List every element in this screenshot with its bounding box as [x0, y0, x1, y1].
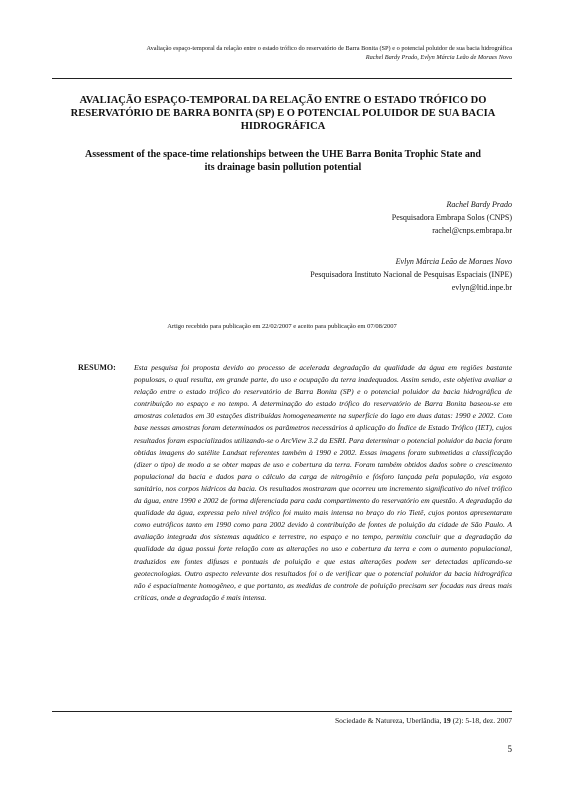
- author-email[interactable]: rachel@cnps.embrapa.br: [432, 226, 512, 235]
- journal-name: Sociedade & Natureza, Uberlândia,: [334, 716, 444, 725]
- article-title-english: Assessment of the space-time relationships between the UHE Barra Bonita Trophic State and its drainage basin pollution potential: [85, 149, 481, 173]
- received-note: Artigo recebido para publicação em 22/02/2007 e aceito para publicação em 07/08/2007: [167, 323, 397, 330]
- author-affiliation: Pesquisadora Instituto Nacional de Pesquisas Espaciais (INPE): [310, 270, 512, 279]
- running-head-authors: Rachel Bardy Prado, Evlyn Márcia Leão de Moraes Novo: [365, 54, 512, 61]
- running-head-title: Avaliação espaço-temporal da relação entre o estado trófico do reservatório de Barra Bonita (SP) e o potencial poluidor de sua bacia hidrográfica: [146, 45, 512, 52]
- journal-volume: 19: [443, 716, 451, 725]
- page-number: 5: [507, 744, 512, 754]
- abstract-text: Esta pesquisa foi proposta devido ao processo de acelerada degradação da qualidade da água em regiões bastante populosas, o qual resulta, em grande parte, do uso e ocupação da terra inadequados. Assim sendo, este objetiva avaliar a relação entre o estado trófico do reservatório de Barra Bonita (SP) e o potencial poluidor da bacia hidrográfica de contribuição no espaço e no tempo. A determinação do estado trófico do reservatório de Barra Bonita baseou-se em amostras coletados em 30 estações distribuídas homogeneamente na superfície do lago em duas datas: 1990 e 2002. Com base nessas amostras foram determinados os parâmetros necessários à aplicação do Índice de Estado Trófico (IET), cujos resultados foram espacializados utilizando-se o ArcView 3.2 da ESRI. Para determinar o potencial poluidor da bacia foram obtidas imagens do satélite Landsat referentes também à 1990 e 2002. Essas imagens foram submetidas a classificação (dizer o tipo) de modo a se obter mapas de uso e cobertura da terra. Foram também obtidos dados sobre o crescimento populacional da bacia e dados para o cálculo da carga de nitrogênio e fósforo lançada pela população, via esgoto sanitário, nos corpos hídricos da bacia. Os resultados mostraram que ocorreu um incremento significativo do nível trófico da água, entre 1990 e 2002 de forma diferenciada para cada compartimento do reservatório em questão. A degradação da qualidade da água, expressa pelo nível trófico foi muito mais intensa no braço do rio Tietê, cujos pontos apresentaram como eutróficos tanto em 1990 como para 2002 devido à contribuição de fontes de poluição da cidade de São Paulo. A avaliação integrada dos sistemas aquático e terrestre, no espaço e no tempo, permitiu concluir que a degradação da qualidade da água possui forte relação com as alterações no uso e cobertura da terra e com o aumento populacional, traduzidos em fontes difusas e pontuais de poluição e que estas alterações podem ser detectadas aplicando-se geotecnologias. Outro aspecto relevante dos resultados foi o de verificar que o potencial poluidor da bacia hidrográfica não é espacialmente homogêneo, e que portanto, as medidas de controle de poluição precisam ser focadas nas áreas mais críticas, onde a degradação é mais intensa.: [134, 363, 512, 602]
- running-head: [52, 44, 512, 62]
- footer-rule: [52, 711, 512, 712]
- abstract-label: RESUMO:: [78, 363, 116, 372]
- author-block: [392, 198, 512, 237]
- author-affiliation: Pesquisadora Embrapa Solos (CNPS): [391, 213, 512, 222]
- author-name: Evlyn Márcia Leão de Moraes Novo: [395, 257, 512, 266]
- author-name: Rachel Bardy Prado: [446, 200, 512, 209]
- author-block: [310, 255, 512, 294]
- article-title-portuguese: AVALIAÇÃO ESPAÇO-TEMPORAL DA RELAÇÃO ENTRE O ESTADO TRÓFICO DO RESERVATÓRIO DE BARRA BONITA (SP) E O POTENCIAL POLUIDOR DE SUA BACIA HIDROGRÁFICA: [70, 95, 496, 132]
- header-rule: [52, 78, 512, 79]
- author-email[interactable]: evlyn@ltid.inpe.br: [451, 283, 512, 292]
- journal-issue-pages: (2): 5-18, dez. 2007: [450, 716, 512, 725]
- journal-citation: [335, 716, 512, 726]
